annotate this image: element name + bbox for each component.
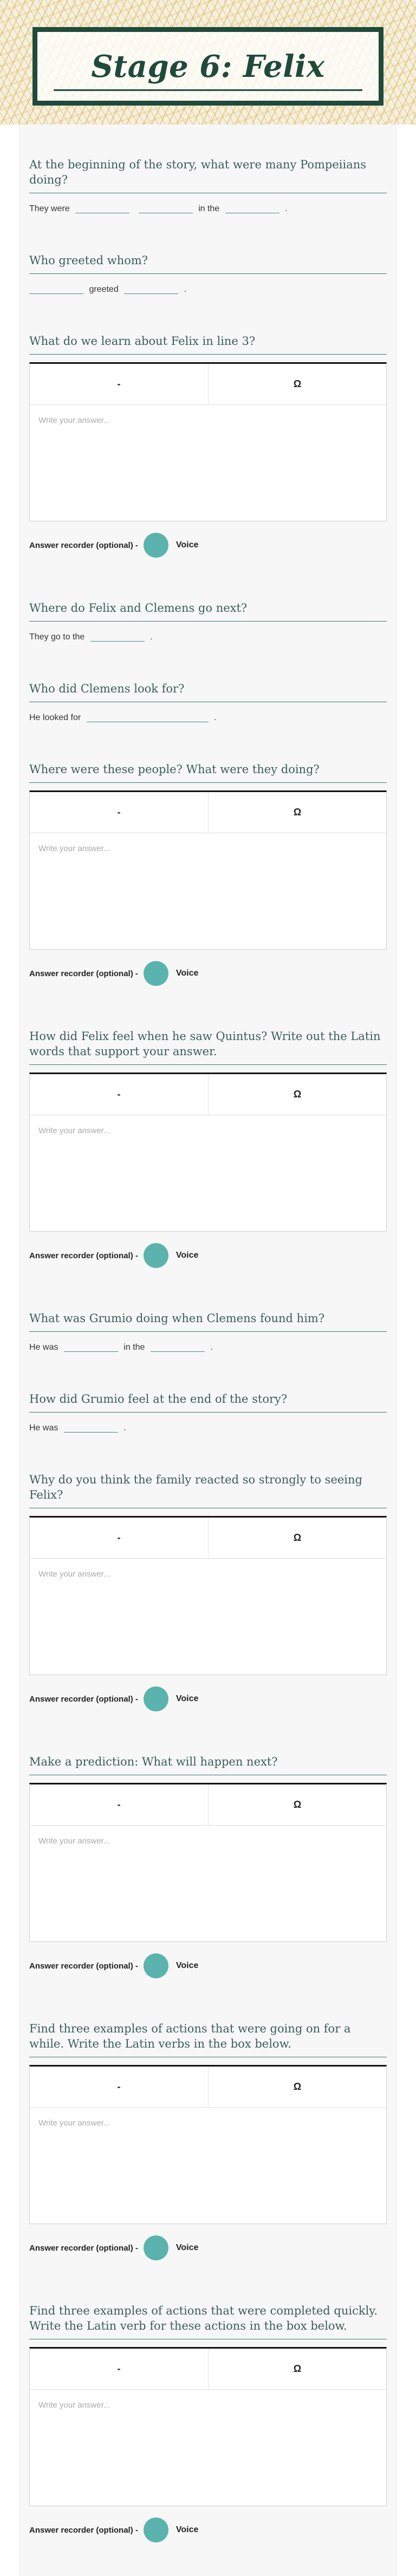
question-12 [29,2021,387,2261]
editor-toolbar [30,1074,386,1115]
fill-text: . [123,1423,126,1433]
omega-symbol-button[interactable]: Ω [208,2349,386,2389]
question-text: Find three examples of actions that were going on for a while. Write the Latin verbs in the box below. [29,2021,387,2057]
dash-tool-button[interactable]: - [117,1799,121,1810]
omega-symbol-button[interactable]: Ω [208,792,386,833]
question-text: At the beginning of the story, what were many Pompeiians doing? [29,157,387,193]
voice-label: Voice [176,2525,199,2534]
fill-text: in the [198,204,220,213]
fill-text: . [184,285,187,294]
question-4 [29,600,387,645]
question-7 [29,1029,387,1269]
recorder-label: Answer recorder (optional) - [29,1694,138,1704]
question-text: What was Grumio doing when Clemens found him? [29,1311,387,1332]
fill-text: . [150,632,153,642]
question-5 [29,681,387,726]
answer-editor [29,2065,387,2224]
recorder-label: Answer recorder (optional) - [29,540,138,550]
fill-text: He was [29,1343,58,1352]
title-frame [32,27,384,106]
worksheet-content [18,125,398,2576]
blank-input[interactable] [87,714,209,722]
blank-input[interactable] [139,205,193,213]
record-button[interactable] [144,2235,168,2260]
blank-input[interactable] [151,1343,205,1352]
answer-textarea[interactable]: Write your answer... [38,1570,110,1579]
record-button[interactable] [144,961,168,986]
question-text: Who did Clemens look for? [29,681,387,702]
fill-text: greeted [89,285,119,294]
voice-label: Voice [176,2243,199,2252]
question-text: Find three examples of actions that were completed quickly. Write the Latin verb for these actions in the box below. [29,2303,387,2339]
recorder-label: Answer recorder (optional) - [29,2525,138,2535]
blank-input[interactable] [29,285,83,294]
answer-editor [29,1073,387,1232]
record-button[interactable] [144,1243,168,1268]
voice-label: Voice [176,1251,199,1260]
question-text: Who greeted whom? [29,253,387,274]
omega-symbol-button[interactable]: Ω [208,364,386,404]
fill-text: . [285,204,288,213]
answer-textarea[interactable]: Write your answer... [38,2401,110,2410]
page-title: Stage 6: Felix [91,48,325,84]
record-button[interactable] [144,1686,168,1711]
fill-text: . [210,1343,213,1352]
fill-text: They go to the [29,632,85,642]
editor-toolbar [30,1784,386,1826]
dash-tool-button[interactable]: - [117,807,121,818]
question-text: Make a prediction: What will happen next? [29,1754,387,1775]
blank-input[interactable] [225,205,280,213]
blank-input[interactable] [64,1343,118,1352]
dash-tool-button[interactable]: - [117,378,121,389]
question-2 [29,253,387,298]
dash-tool-button[interactable]: - [117,2081,121,2092]
fill-in-line [29,201,387,217]
voice-label: Voice [176,969,199,978]
answer-textarea[interactable]: Write your answer... [38,844,110,853]
answer-textarea[interactable]: Write your answer... [38,416,110,425]
question-1 [29,157,387,217]
omega-symbol-button[interactable]: Ω [208,1518,386,1558]
editor-toolbar [30,2067,386,2108]
answer-recorder [29,1243,387,1269]
record-button[interactable] [144,533,168,558]
question-11 [29,1754,387,1979]
answer-textarea[interactable]: Write your answer... [38,2119,110,2128]
fill-text: They were [29,204,70,213]
blank-input[interactable] [64,1424,118,1433]
answer-textarea[interactable]: Write your answer... [38,1126,110,1135]
recorder-label: Answer recorder (optional) - [29,2243,138,2253]
dash-tool-button[interactable]: - [117,1532,121,1543]
fill-in-line [29,1339,387,1356]
fill-text: He looked for [29,713,81,722]
question-13 [29,2303,387,2543]
answer-recorder [29,2517,387,2543]
editor-toolbar [30,364,386,405]
recorder-label: Answer recorder (optional) - [29,1251,138,1260]
answer-recorder [29,2235,387,2261]
blank-input[interactable] [75,205,129,213]
fill-in-line [29,1420,387,1436]
voice-label: Voice [176,1961,199,1970]
answer-editor [29,362,387,521]
fill-text: He was [29,1423,58,1433]
question-9 [29,1391,387,1436]
fill-in-line [29,710,387,726]
answer-recorder [29,532,387,558]
editor-toolbar [30,1518,386,1559]
record-button[interactable] [144,2518,168,2542]
omega-symbol-button[interactable]: Ω [208,1784,386,1825]
question-text: How did Grumio feel at the end of the story? [29,1391,387,1413]
answer-textarea[interactable]: Write your answer... [38,1836,110,1846]
fill-in-line [29,629,387,645]
question-text: How did Felix feel when he saw Quintus? Write out the Latin words that support your answer. [29,1029,387,1065]
question-text: Where do Felix and Clemens go next? [29,600,387,622]
question-text: Where were these people? What were they doing? [29,762,387,783]
answer-recorder [29,1953,387,1979]
omega-symbol-button[interactable]: Ω [208,2067,386,2107]
record-button[interactable] [144,1953,168,1978]
question-text: Why do you think the family reacted so strongly to seeing Felix? [29,1472,387,1508]
recorder-label: Answer recorder (optional) - [29,1961,138,1971]
fill-text: . [214,713,217,722]
editor-toolbar [30,792,386,833]
voice-label: Voice [176,1694,199,1703]
voice-label: Voice [176,540,199,550]
blank-input[interactable] [90,633,145,642]
answer-editor [29,1516,387,1675]
answer-editor [29,1783,387,1942]
question-8 [29,1311,387,1356]
answer-editor [29,790,387,950]
fill-in-line [29,282,387,298]
question-10 [29,1472,387,1712]
dash-tool-button[interactable]: - [117,1089,121,1100]
header-banner [0,0,416,125]
editor-toolbar [30,2349,386,2390]
question-6 [29,762,387,986]
answer-recorder [29,1686,387,1712]
blank-input[interactable] [124,285,178,294]
question-text: What do we learn about Felix in line 3? [29,334,387,355]
answer-recorder [29,960,387,986]
dash-tool-button[interactable]: - [117,2363,121,2374]
answer-editor [29,2347,387,2506]
recorder-label: Answer recorder (optional) - [29,969,138,978]
omega-symbol-button[interactable]: Ω [208,1074,386,1115]
question-3 [29,334,387,558]
fill-text: in the [123,1343,145,1352]
